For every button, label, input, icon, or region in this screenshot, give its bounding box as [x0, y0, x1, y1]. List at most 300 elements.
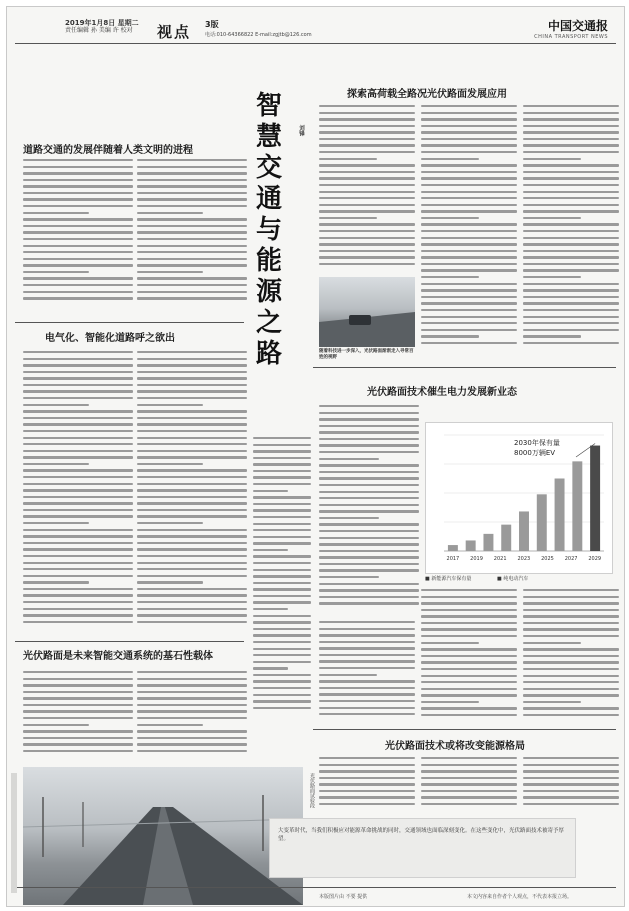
text-line	[523, 184, 619, 186]
text-line	[23, 581, 89, 583]
text-line	[421, 661, 517, 663]
text-line	[253, 628, 311, 630]
text-line	[23, 358, 133, 360]
newspaper-page	[6, 6, 625, 907]
text-line	[523, 177, 619, 179]
text-line	[523, 329, 619, 331]
divider-1	[15, 322, 244, 323]
text-line	[23, 297, 133, 299]
chart-bar	[501, 525, 511, 551]
text-line	[421, 125, 517, 127]
text-line	[523, 589, 619, 591]
text-line	[319, 576, 379, 578]
text-line	[523, 125, 619, 127]
text-line	[23, 588, 133, 590]
text-line	[523, 112, 619, 114]
text-line	[319, 517, 379, 519]
text-line	[137, 358, 247, 360]
text-line	[523, 309, 619, 311]
text-line	[137, 522, 203, 524]
text-line	[23, 377, 133, 379]
text-line	[319, 634, 415, 636]
text-line	[137, 430, 247, 432]
feature-title-char: 慧	[255, 122, 282, 152]
text-line	[137, 443, 247, 445]
text-line	[137, 515, 247, 517]
text-line	[23, 390, 133, 392]
text-line	[523, 302, 619, 304]
text-line	[421, 596, 517, 598]
text-line	[23, 397, 133, 399]
text-line	[421, 675, 517, 677]
road-photo-illustration	[319, 277, 415, 347]
text-line	[253, 516, 311, 518]
masthead-left	[65, 19, 139, 35]
text-line	[421, 803, 517, 805]
article-title-5: 光伏路面技术催生电力发展新业态	[367, 387, 517, 398]
text-line	[319, 425, 419, 427]
text-line	[421, 197, 517, 199]
text-line	[137, 691, 247, 693]
text-line	[421, 309, 517, 311]
text-line	[23, 691, 133, 693]
text-line	[421, 164, 517, 166]
text-line	[421, 622, 517, 624]
footer-rule	[15, 887, 616, 888]
feature-title	[254, 91, 284, 370]
text-line	[137, 297, 247, 299]
text-line	[23, 555, 133, 557]
text-line	[137, 608, 247, 610]
text-line	[23, 277, 133, 279]
text-line	[253, 509, 311, 511]
text-line	[137, 476, 247, 478]
text-line	[137, 456, 247, 458]
chart-annotation: 8000万辆EV	[514, 449, 556, 457]
text-line	[319, 471, 419, 473]
chart-legend-1: ■ 新能源汽车保有量	[425, 576, 472, 582]
text-line	[421, 138, 517, 140]
text-line	[23, 198, 133, 200]
text-line	[137, 264, 247, 266]
text-line	[523, 217, 581, 219]
text-line	[23, 684, 133, 686]
text-line	[23, 463, 89, 465]
text-line	[421, 191, 517, 193]
text-line	[523, 628, 619, 630]
chart-annotation: 2030年保有量	[514, 439, 560, 447]
text-line	[523, 602, 619, 604]
text-line	[421, 701, 479, 703]
text-line	[523, 316, 619, 318]
text-line	[23, 258, 133, 260]
text-line	[319, 504, 419, 506]
text-line	[253, 555, 311, 557]
text-line	[319, 550, 419, 552]
text-line	[23, 218, 133, 220]
photo-caption-top: 随着科技进一步深入，光伏路面渐渐走入寻常百姓的视野	[319, 349, 414, 360]
text-line	[319, 510, 419, 512]
text-line	[23, 562, 133, 564]
text-line	[319, 770, 415, 772]
text-line	[253, 523, 311, 525]
text-line	[421, 158, 479, 160]
text-line	[421, 250, 517, 252]
text-line	[137, 423, 247, 425]
text-line	[137, 614, 247, 616]
text-line	[23, 548, 133, 550]
text-line	[137, 575, 247, 577]
text-line	[253, 641, 311, 643]
text-line	[523, 770, 619, 772]
text-line	[319, 230, 415, 232]
text-line	[421, 210, 517, 212]
text-line	[253, 588, 311, 590]
text-line	[421, 237, 517, 239]
text-line	[137, 594, 247, 596]
text-line	[319, 589, 419, 591]
text-line	[523, 243, 619, 245]
text-line	[23, 710, 133, 712]
text-line	[137, 697, 247, 699]
text-line	[421, 151, 517, 153]
ev-chart	[425, 422, 613, 574]
text-line	[319, 164, 415, 166]
chart-bar	[448, 545, 458, 551]
pull-quote-box	[269, 818, 576, 878]
chart-bar	[572, 461, 582, 551]
text-line	[319, 543, 419, 545]
text-line	[421, 757, 517, 759]
text-line	[23, 172, 133, 174]
text-line	[253, 476, 311, 478]
text-line	[23, 179, 133, 181]
text-line	[23, 437, 133, 439]
text-line	[421, 230, 517, 232]
text-line	[137, 743, 247, 745]
text-line	[23, 697, 133, 699]
text-line	[23, 601, 133, 603]
text-line	[319, 569, 419, 571]
footer-disclaimer: 本文内容来自作者个人观点，不代表本报立场。	[467, 894, 573, 900]
feature-intro-text	[253, 437, 311, 717]
feature-title-char: 交	[255, 153, 282, 183]
text-line	[137, 410, 247, 412]
text-line	[319, 757, 415, 759]
text-line	[319, 418, 419, 420]
text-line	[253, 444, 311, 446]
text-line	[253, 470, 311, 472]
text-line	[137, 351, 247, 353]
text-line	[523, 764, 619, 766]
text-line	[319, 204, 415, 206]
text-line	[23, 185, 133, 187]
feature-title-char: 之	[255, 308, 282, 338]
text-line	[319, 530, 419, 532]
text-line	[253, 621, 311, 623]
text-line	[23, 750, 133, 752]
text-line	[319, 680, 415, 682]
text-line	[523, 230, 619, 232]
text-line	[253, 661, 311, 663]
text-line	[137, 601, 247, 603]
chart-bar	[466, 540, 476, 551]
text-line	[421, 688, 517, 690]
article-title-3: 光伏路面是未来智能交通系统的基石性载体	[23, 651, 213, 662]
text-line	[523, 342, 619, 344]
text-line	[523, 668, 619, 670]
text-line	[253, 503, 311, 505]
text-line	[319, 783, 415, 785]
text-line	[421, 648, 517, 650]
newspaper-logo-en: CHINA TRANSPORT NEWS	[534, 34, 608, 40]
text-line	[319, 112, 415, 114]
text-line	[253, 542, 311, 544]
text-line	[137, 238, 247, 240]
text-line	[319, 243, 415, 245]
text-line	[421, 668, 517, 670]
text-line	[421, 276, 479, 278]
text-line	[23, 529, 133, 531]
text-line	[421, 770, 517, 772]
text-line	[421, 707, 517, 709]
article-body-2b	[137, 351, 247, 631]
text-line	[421, 302, 517, 304]
text-line	[137, 568, 247, 570]
text-line	[319, 184, 415, 186]
feature-title-char: 源	[255, 277, 282, 307]
chart-bar	[555, 479, 565, 552]
text-line	[137, 678, 247, 680]
article-body-1b	[137, 159, 247, 309]
article-body-3b	[137, 671, 247, 759]
masthead-rule	[15, 43, 616, 44]
text-line	[137, 377, 247, 379]
article-body-1a	[23, 159, 133, 309]
text-line	[319, 131, 415, 133]
text-line	[523, 622, 619, 624]
text-line	[523, 276, 581, 278]
text-line	[23, 231, 133, 233]
text-line	[253, 496, 311, 498]
page-number: 3版	[205, 20, 219, 29]
text-line	[421, 296, 517, 298]
text-line	[137, 542, 247, 544]
text-line	[523, 790, 619, 792]
text-line	[23, 264, 133, 266]
article-body-5b	[319, 621, 415, 721]
text-line	[253, 483, 311, 485]
text-line	[253, 549, 288, 551]
text-line	[319, 583, 419, 585]
text-line	[253, 707, 311, 709]
text-line	[137, 390, 247, 392]
chart-legend-2: ■ 纯电动汽车	[497, 576, 529, 582]
text-line	[253, 463, 311, 465]
text-line	[23, 496, 133, 498]
editor-line: 责任编辑 孙 美编 许 校对	[65, 27, 133, 34]
text-line	[137, 535, 247, 537]
text-line	[23, 671, 133, 673]
text-line	[421, 177, 517, 179]
text-line	[319, 523, 419, 525]
text-line	[523, 322, 619, 324]
text-line	[319, 687, 415, 689]
feature-title-char: 通	[255, 184, 282, 214]
text-line	[137, 245, 247, 247]
text-line	[253, 680, 311, 682]
text-line	[137, 671, 247, 673]
text-line	[523, 105, 619, 107]
text-line	[421, 316, 517, 318]
text-line	[421, 609, 517, 611]
pull-quote-text: 大变革时代，当我们积极应对能源革命挑战的同时，交通领域也面临深刻变化。在这些变化中，光伏路面技术被寄予厚望。	[278, 828, 565, 842]
text-line	[319, 158, 377, 160]
text-line	[523, 803, 619, 805]
text-line	[421, 118, 517, 120]
text-line	[23, 483, 133, 485]
text-line	[253, 694, 311, 696]
feature-title-char: 路	[255, 339, 282, 369]
text-line	[23, 575, 133, 577]
text-line	[523, 269, 619, 271]
article-body-5d	[523, 589, 619, 721]
text-line	[137, 291, 247, 293]
text-line	[23, 251, 133, 253]
text-line	[319, 602, 419, 604]
divider-2	[15, 641, 244, 642]
article-title-4: 探索高荷载全路况光伏路面发展应用	[347, 89, 507, 100]
text-line	[319, 191, 415, 193]
text-line	[319, 484, 419, 486]
text-line	[137, 717, 247, 719]
text-line	[523, 204, 619, 206]
text-line	[319, 803, 415, 805]
text-line	[23, 225, 133, 227]
text-line	[523, 675, 619, 677]
text-line	[253, 687, 311, 689]
article-title-2: 电气化、智能化道路呼之欲出	[45, 333, 175, 344]
text-line	[253, 582, 311, 584]
text-line	[421, 589, 517, 591]
text-line	[421, 642, 479, 644]
text-line	[523, 642, 581, 644]
text-line	[421, 144, 517, 146]
side-strip	[11, 773, 17, 893]
text-line	[523, 777, 619, 779]
text-line	[523, 144, 619, 146]
text-line	[319, 405, 419, 407]
text-line	[523, 609, 619, 611]
solar-road-photo-top	[319, 277, 415, 347]
text-line	[23, 351, 133, 353]
text-line	[23, 608, 133, 610]
text-line	[137, 205, 247, 207]
text-line	[253, 648, 311, 650]
text-line	[421, 681, 517, 683]
text-line	[319, 647, 415, 649]
text-line	[421, 283, 517, 285]
text-line	[253, 601, 311, 603]
text-line	[23, 704, 133, 706]
text-line	[137, 371, 247, 373]
text-line	[319, 458, 379, 460]
text-line	[137, 277, 247, 279]
text-line	[319, 171, 415, 173]
chart-tick-label: 2023	[517, 556, 531, 562]
text-line	[23, 737, 133, 739]
chart-bar	[537, 494, 547, 551]
text-line	[23, 450, 133, 452]
text-line	[137, 704, 247, 706]
text-line	[253, 450, 311, 452]
text-line	[319, 412, 419, 414]
text-line	[421, 217, 479, 219]
text-line	[421, 602, 517, 604]
text-line	[319, 477, 419, 479]
chart-bar	[483, 534, 493, 551]
text-line	[421, 714, 517, 716]
text-line	[523, 335, 581, 337]
chart-tick-label: 2025	[541, 556, 554, 562]
text-line	[319, 790, 415, 792]
text-line	[421, 694, 517, 696]
text-line	[523, 158, 581, 160]
text-line	[253, 634, 311, 636]
text-line	[137, 463, 203, 465]
text-line	[523, 796, 619, 798]
text-line	[23, 542, 133, 544]
text-line	[137, 548, 247, 550]
article-body-6b	[421, 757, 517, 813]
text-line	[23, 404, 89, 406]
text-line	[253, 490, 288, 492]
text-line	[23, 423, 133, 425]
text-line	[523, 655, 619, 657]
text-line	[523, 131, 619, 133]
text-line	[137, 496, 247, 498]
divider-3	[313, 367, 616, 368]
text-line	[137, 417, 247, 419]
text-line	[23, 522, 89, 524]
text-line	[137, 172, 247, 174]
text-line	[523, 283, 619, 285]
text-line	[421, 335, 479, 337]
text-line	[523, 223, 619, 225]
text-line	[421, 223, 517, 225]
text-line	[523, 661, 619, 663]
issue-date: 2019年1月8日 星期二	[65, 19, 139, 27]
chart-tick-label: 2029	[588, 556, 602, 562]
text-line	[319, 621, 415, 623]
text-line	[137, 225, 247, 227]
text-line	[253, 536, 311, 538]
text-line	[523, 210, 619, 212]
text-line	[523, 701, 581, 703]
text-line	[319, 700, 415, 702]
text-line	[523, 648, 619, 650]
text-line	[523, 681, 619, 683]
text-line	[421, 256, 517, 258]
text-line	[23, 245, 133, 247]
text-line	[319, 628, 415, 630]
text-line	[523, 596, 619, 598]
text-line	[319, 497, 419, 499]
chart-tick-label: 2021	[493, 556, 507, 562]
text-line	[421, 243, 517, 245]
text-line	[253, 575, 311, 577]
text-line	[523, 707, 619, 709]
